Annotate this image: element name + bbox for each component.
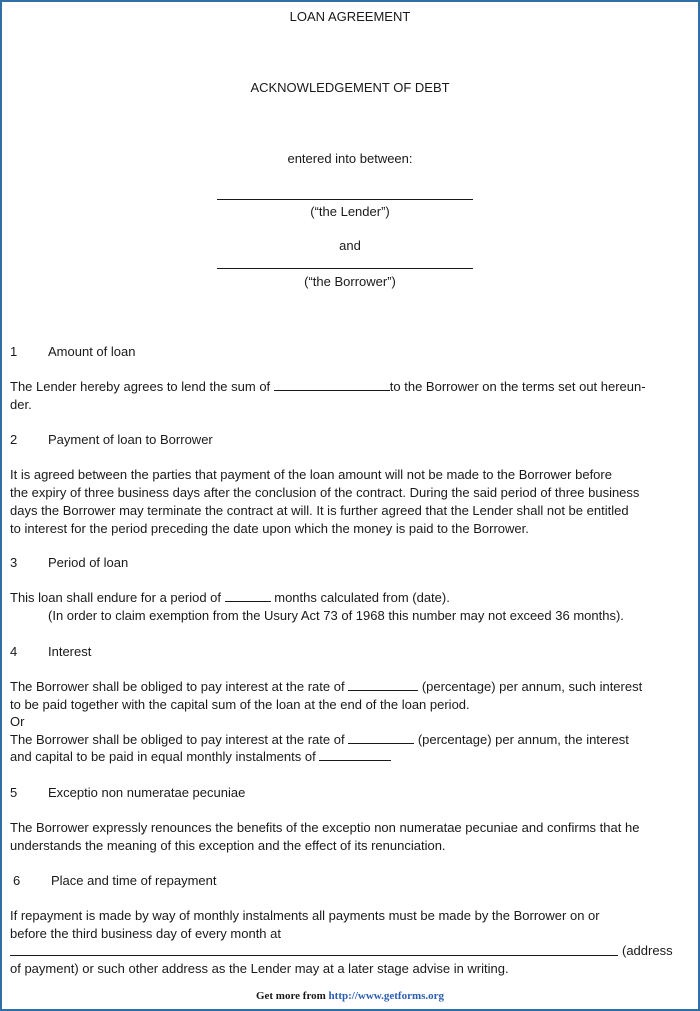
s4-line-1: [10, 678, 642, 695]
section-number: 5: [10, 785, 18, 800]
months-blank[interactable]: [225, 589, 271, 602]
interest-rate-blank-2[interactable]: [348, 731, 414, 744]
instalment-amount-blank[interactable]: [319, 748, 391, 761]
loan-amount-blank[interactable]: [274, 378, 390, 391]
section-number: 6: [13, 873, 21, 888]
document-subtitle: ACKNOWLEDGEMENT OF DEBT: [250, 80, 450, 95]
s4-line-3: [10, 731, 629, 748]
s6-line-1: If repayment is made by way of monthly instalments all payments must be made by the Borrower on or: [10, 908, 600, 923]
section-heading-repayment: Place and time of repayment: [51, 873, 217, 888]
s3-text-a: This loan shall endure for a period of: [10, 590, 225, 605]
lender-name-blank[interactable]: [217, 199, 473, 200]
s2-line: days the Borrower may terminate the contract at will. It is further agreed that the Lender shall not be entitled: [10, 503, 629, 518]
s2-line: the expiry of three business days after the conclusion of the contract. During the said period of three business: [10, 485, 640, 500]
section-number: 3: [10, 555, 18, 570]
footer-prefix: Get more from: [255, 990, 329, 1002]
section-heading-period: Period of loan: [48, 555, 129, 570]
s1-text-a: The Lender hereby agrees to lend the sum of: [10, 379, 274, 394]
s4-or: Or: [10, 714, 25, 729]
s6-line-2: before the third business day of every month at: [10, 926, 281, 941]
s1-text-c: der.: [10, 397, 32, 412]
section-number: 2: [10, 432, 18, 447]
s4-text: (percentage) per annum, such interest: [418, 679, 643, 694]
intro-text: entered into between:: [287, 151, 413, 166]
document-title: LOAN AGREEMENT: [289, 9, 411, 24]
section-number: 1: [10, 344, 18, 359]
s4-line-2: to be paid together with the capital sum of the loan at the end of the loan period.: [10, 697, 470, 712]
s4-text: (percentage) per annum, the interest: [414, 732, 629, 747]
s5-line: understands the meaning of this exception and the effect of its renunciation.: [10, 838, 446, 853]
s1-text-b: to the Borrower on the terms set out hereun-: [389, 379, 646, 394]
s2-line: to interest for the period preceding the date upon which the money is paid to the Borrower.: [10, 521, 529, 536]
and-text: and: [339, 238, 361, 253]
lender-label: (“the Lender”): [310, 204, 390, 219]
s3-note: (In order to claim exemption from the Usury Act 73 of 1968 this number may not exceed 36 months).: [48, 608, 624, 623]
section-3-line: [10, 589, 450, 606]
s4-line-4: [10, 748, 391, 765]
footer-link[interactable]: http://www.getforms.org: [328, 990, 445, 1002]
section-heading-amount: Amount of loan: [48, 344, 136, 359]
section-heading-interest: Interest: [48, 644, 92, 659]
s6-address-label: (address: [622, 943, 673, 958]
section-heading-payment: Payment of loan to Borrower: [48, 432, 213, 447]
footer: [0, 990, 700, 1002]
s6-line-4: of payment) or such other address as the Lender may at a later stage advise in writing.: [10, 961, 509, 976]
section-heading-exceptio: Exceptio non numeratae pecuniae: [48, 785, 246, 800]
borrower-label: (“the Borrower”): [304, 274, 396, 289]
section-number: 4: [10, 644, 18, 659]
s4-text: and capital to be paid in equal monthly instalments of: [10, 749, 320, 764]
s4-text: The Borrower shall be obliged to pay interest at the rate of: [10, 679, 349, 694]
section-1-line: [10, 378, 646, 395]
s4-text: The Borrower shall be obliged to pay interest at the rate of: [10, 732, 349, 747]
borrower-name-blank[interactable]: [217, 268, 473, 269]
s3-text-b: months calculated from (date).: [270, 590, 450, 605]
s5-line: The Borrower expressly renounces the benefits of the exceptio non numeratae pecuniae and confirms that he: [10, 820, 640, 835]
payment-address-blank[interactable]: [10, 955, 618, 956]
interest-rate-blank-1[interactable]: [348, 678, 418, 691]
s2-line: It is agreed between the parties that payment of the loan amount will not be made to the Borrower before: [10, 467, 612, 482]
